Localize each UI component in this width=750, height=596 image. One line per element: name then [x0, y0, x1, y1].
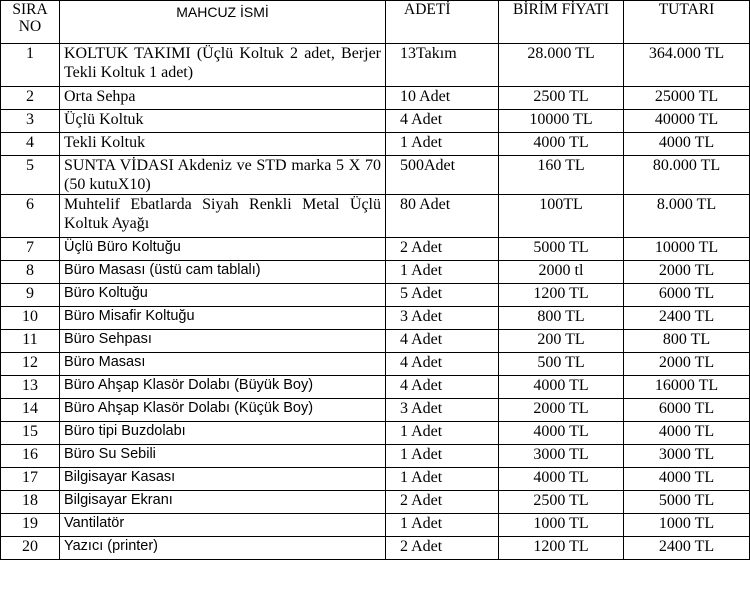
table-body — [1, 44, 750, 560]
row-number: 9 — [1, 284, 60, 307]
item-name: KOLTUK TAKIMI (Üçlü Koltuk 2 adet, Berjer Tekli Koltuk 1 adet) — [60, 44, 386, 87]
item-quantity: 4 Adet — [386, 353, 499, 376]
item-total: 6000 TL — [624, 284, 750, 307]
item-name: Büro Misafir Koltuğu — [60, 307, 386, 330]
row-number: 10 — [1, 307, 60, 330]
item-total: 4000 TL — [624, 468, 750, 491]
item-unit-price: 100TL — [499, 195, 624, 238]
item-name: Büro Sehpası — [60, 330, 386, 353]
item-unit-price: 200 TL — [499, 330, 624, 353]
table-row — [1, 514, 750, 537]
item-quantity: 1 Adet — [386, 422, 499, 445]
row-number: 2 — [1, 87, 60, 110]
table-row — [1, 156, 750, 195]
item-unit-price: 800 TL — [499, 307, 624, 330]
item-quantity: 4 Adet — [386, 330, 499, 353]
item-quantity: 13Takım — [386, 44, 499, 87]
item-unit-price: 10000 TL — [499, 110, 624, 133]
item-quantity: 1 Adet — [386, 261, 499, 284]
table-row — [1, 195, 750, 238]
item-total: 364.000 TL — [624, 44, 750, 87]
item-name: Tekli Koltuk — [60, 133, 386, 156]
row-number: 11 — [1, 330, 60, 353]
item-unit-price: 160 TL — [499, 156, 624, 195]
row-number: 15 — [1, 422, 60, 445]
item-unit-price: 28.000 TL — [499, 44, 624, 87]
header-row — [1, 1, 750, 44]
item-quantity: 80 Adet — [386, 195, 499, 238]
table-row — [1, 110, 750, 133]
item-total: 5000 TL — [624, 491, 750, 514]
item-name: Büro Koltuğu — [60, 284, 386, 307]
table-row — [1, 284, 750, 307]
item-quantity: 1 Adet — [386, 445, 499, 468]
item-name: Büro Su Sebili — [60, 445, 386, 468]
item-quantity: 500Adet — [386, 156, 499, 195]
item-unit-price: 1200 TL — [499, 537, 624, 560]
table-row — [1, 330, 750, 353]
item-name: Büro Masası — [60, 353, 386, 376]
table-row — [1, 307, 750, 330]
item-total: 3000 TL — [624, 445, 750, 468]
item-unit-price: 2000 tl — [499, 261, 624, 284]
item-total: 800 TL — [624, 330, 750, 353]
item-unit-price: 4000 TL — [499, 376, 624, 399]
item-unit-price: 4000 TL — [499, 468, 624, 491]
table-row — [1, 238, 750, 261]
item-name: Bilgisayar Ekranı — [60, 491, 386, 514]
header-no: SIRA NO — [1, 1, 60, 44]
item-total: 2400 TL — [624, 537, 750, 560]
table-row — [1, 399, 750, 422]
item-quantity: 2 Adet — [386, 238, 499, 261]
item-quantity: 3 Adet — [386, 399, 499, 422]
row-number: 18 — [1, 491, 60, 514]
item-total: 10000 TL — [624, 238, 750, 261]
item-name: Orta Sehpa — [60, 87, 386, 110]
item-quantity: 5 Adet — [386, 284, 499, 307]
item-unit-price: 500 TL — [499, 353, 624, 376]
row-number: 4 — [1, 133, 60, 156]
table-row — [1, 87, 750, 110]
item-name: Vantilatör — [60, 514, 386, 537]
row-number: 14 — [1, 399, 60, 422]
item-quantity: 4 Adet — [386, 376, 499, 399]
row-number: 6 — [1, 195, 60, 238]
item-quantity: 1 Adet — [386, 468, 499, 491]
item-name: Üçlü Büro Koltuğu — [60, 238, 386, 261]
table-row — [1, 133, 750, 156]
item-total: 25000 TL — [624, 87, 750, 110]
item-name: SUNTA VİDASI Akdeniz ve STD marka 5 X 70 (50 kutuX10) — [60, 156, 386, 195]
row-number: 12 — [1, 353, 60, 376]
row-number: 13 — [1, 376, 60, 399]
item-quantity: 2 Adet — [386, 491, 499, 514]
table-row — [1, 468, 750, 491]
row-number: 8 — [1, 261, 60, 284]
item-unit-price: 1000 TL — [499, 514, 624, 537]
item-name: Üçlü Koltuk — [60, 110, 386, 133]
header-unit-price: BİRİM FİYATI — [499, 1, 624, 44]
item-total: 6000 TL — [624, 399, 750, 422]
table-row — [1, 491, 750, 514]
item-unit-price: 4000 TL — [499, 422, 624, 445]
header-name: MAHCUZ İSMİ — [60, 1, 386, 44]
row-number: 19 — [1, 514, 60, 537]
table-row — [1, 376, 750, 399]
item-unit-price: 2000 TL — [499, 399, 624, 422]
item-total: 2000 TL — [624, 353, 750, 376]
item-unit-price: 2500 TL — [499, 491, 624, 514]
row-number: 7 — [1, 238, 60, 261]
item-quantity: 4 Adet — [386, 110, 499, 133]
item-total: 16000 TL — [624, 376, 750, 399]
table-row — [1, 422, 750, 445]
item-name: Muhtelif Ebatlarda Siyah Renkli Metal Üçlü Koltuk Ayağı — [60, 195, 386, 238]
item-quantity: 1 Adet — [386, 514, 499, 537]
item-unit-price: 3000 TL — [499, 445, 624, 468]
table-row — [1, 261, 750, 284]
item-total: 2000 TL — [624, 261, 750, 284]
header-qty: ADETİ — [386, 1, 499, 44]
item-name: Bilgisayar Kasası — [60, 468, 386, 491]
table-row — [1, 44, 750, 87]
item-total: 80.000 TL — [624, 156, 750, 195]
item-total: 4000 TL — [624, 133, 750, 156]
item-name: Büro Masası (üstü cam tablalı) — [60, 261, 386, 284]
item-name: Büro Ahşap Klasör Dolabı (Büyük Boy) — [60, 376, 386, 399]
table-row — [1, 353, 750, 376]
item-quantity: 1 Adet — [386, 133, 499, 156]
row-number: 20 — [1, 537, 60, 560]
row-number: 3 — [1, 110, 60, 133]
table-row — [1, 445, 750, 468]
item-name: Yazıcı (printer) — [60, 537, 386, 560]
item-total: 1000 TL — [624, 514, 750, 537]
item-unit-price: 4000 TL — [499, 133, 624, 156]
row-number: 17 — [1, 468, 60, 491]
item-quantity: 2 Adet — [386, 537, 499, 560]
item-unit-price: 2500 TL — [499, 87, 624, 110]
item-quantity: 3 Adet — [386, 307, 499, 330]
table-row — [1, 537, 750, 560]
header-total: TUTARI — [624, 1, 750, 44]
item-name: Büro tipi Buzdolabı — [60, 422, 386, 445]
item-total: 2400 TL — [624, 307, 750, 330]
item-quantity: 10 Adet — [386, 87, 499, 110]
item-unit-price: 1200 TL — [499, 284, 624, 307]
row-number: 1 — [1, 44, 60, 87]
item-total: 8.000 TL — [624, 195, 750, 238]
item-total: 4000 TL — [624, 422, 750, 445]
item-total: 40000 TL — [624, 110, 750, 133]
row-number: 5 — [1, 156, 60, 195]
item-unit-price: 5000 TL — [499, 238, 624, 261]
row-number: 16 — [1, 445, 60, 468]
item-name: Büro Ahşap Klasör Dolabı (Küçük Boy) — [60, 399, 386, 422]
